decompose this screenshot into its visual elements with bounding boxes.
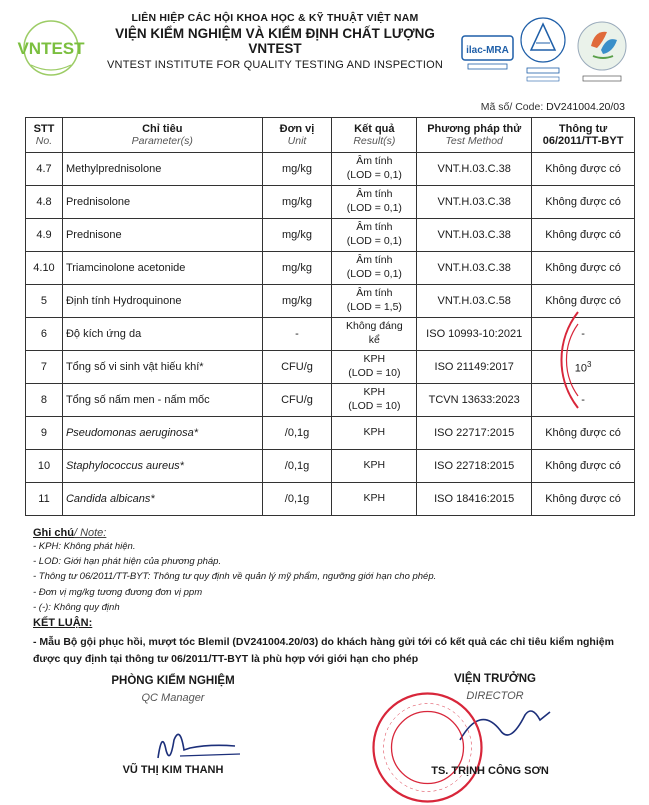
col-header-parameter: Chỉ tiêu Parameter(s) <box>62 118 262 153</box>
director-title: VIỆN TRƯỞNG <box>454 673 536 685</box>
row-parameter: Methylprednisolone <box>62 153 262 186</box>
conclusion-title: KẾT LUẬN: <box>33 617 93 629</box>
note-line: - KPH: Không phát hiện. <box>33 541 136 552</box>
row-result: Âm tính (LOD = 0,1) <box>332 186 417 219</box>
row-parameter: Pseudomonas aeruginosa* <box>62 417 262 450</box>
ilac-text: ilac-MRA <box>466 45 509 56</box>
row-parameter: Prednisolone <box>62 186 262 219</box>
row-no: 7 <box>26 351 63 384</box>
conclusion-text: - Mẫu Bộ gội phục hồi, mượt tóc Blemil (DV241004.20/03) do khách hàng gửi tới có kết quả các chỉ tiêu kiểm nghiệm được quy định tại thông tư 06/2011/TT-BYT là phù hợp với giới hạn cho phép <box>33 636 614 665</box>
col-header-unit: Đơn vị Unit <box>262 118 332 153</box>
row-limit: Không được có <box>532 483 635 516</box>
row-unit: /0,1g <box>262 417 332 450</box>
row-method: ISO 22718:2015 <box>417 450 532 483</box>
row-no: 4.10 <box>26 252 63 285</box>
row-limit: $10^3$ <box>532 351 635 384</box>
col-header-limit: Thông tư 06/2011/TT-BYT <box>532 118 635 153</box>
row-limit: Không được có <box>532 450 635 483</box>
row-unit: mg/kg <box>262 219 332 252</box>
row-method: VNT.H.03.C.58 <box>417 285 532 318</box>
note-line: - Đơn vị mg/kg tương đương đơn vị ppm <box>33 586 203 598</box>
row-no: 8 <box>26 384 63 417</box>
row-parameter: Staphylococcus aureus* <box>62 450 262 483</box>
header <box>0 0 649 95</box>
logo-text: VNTEST <box>17 39 85 58</box>
institute-name-en: VNTEST INSTITUTE FOR QUALITY TESTING AND INSPECTION <box>107 59 443 71</box>
row-unit: mg/kg <box>262 186 332 219</box>
table-row <box>26 450 635 483</box>
row-result: Không đáng kể <box>332 318 417 351</box>
row-parameter: Tổng số nấm men - nấm mốc <box>62 384 262 417</box>
institute-stamp-icon <box>370 690 485 805</box>
row-no: 4.9 <box>26 219 63 252</box>
col-header-result: Kết quả Result(s) <box>332 118 417 153</box>
document-code <box>400 101 625 113</box>
row-no: 9 <box>26 417 63 450</box>
notes-section <box>33 527 633 615</box>
row-result: KPH <box>332 483 417 516</box>
row-parameter: Prednisone <box>62 219 262 252</box>
row-limit: - <box>532 384 635 417</box>
row-limit: Không được có <box>532 285 635 318</box>
table-row <box>26 252 635 285</box>
row-method: VNT.H.03.C.38 <box>417 252 532 285</box>
row-method: VNT.H.03.C.38 <box>417 186 532 219</box>
row-parameter: Độ kích ứng da <box>62 318 262 351</box>
row-unit: mg/kg <box>262 285 332 318</box>
row-method: TCVN 13633:2023 <box>417 384 532 417</box>
qc-signature-icon <box>140 720 260 770</box>
row-method: VNT.H.03.C.38 <box>417 153 532 186</box>
row-result: Âm tính (LOD = 1,5) <box>332 285 417 318</box>
institute-title-block <box>95 12 455 71</box>
row-no: 6 <box>26 318 63 351</box>
note-line: - Thông tư 06/2011/TT-BYT: Thông tư quy định về quản lý mỹ phẩm, ngưỡng giới hạn cho phép. <box>33 571 437 583</box>
federation-name: LIÊN HIỆP CÁC HỘI KHOA HỌC & KỸ THUẬT VIỆT NAM <box>131 12 419 24</box>
row-parameter: Định tính Hydroquinone <box>62 285 262 318</box>
table-row <box>26 219 635 252</box>
director-title-en: DIRECTOR <box>466 690 524 702</box>
table-row <box>26 417 635 450</box>
note-line: - (-): Không quy định <box>33 601 120 613</box>
row-method: ISO 21149:2017 <box>417 351 532 384</box>
qc-dept-title-en: QC Manager <box>141 692 205 704</box>
row-limit: Không được có <box>532 417 635 450</box>
row-unit: mg/kg <box>262 153 332 186</box>
row-result: KPH <box>332 417 417 450</box>
row-unit: - <box>262 318 332 351</box>
row-no: 4.8 <box>26 186 63 219</box>
row-method: ISO 18416:2015 <box>417 483 532 516</box>
note-line: - LOD: Giới hạn phát hiện của phương pháp. <box>33 556 222 568</box>
row-result: Âm tính (LOD = 0,1) <box>332 219 417 252</box>
row-result: KPH <box>332 450 417 483</box>
notes-title: Ghi chú <box>33 527 74 539</box>
row-result: KPH (LOD = 10) <box>332 351 417 384</box>
accreditation-logo-icon <box>519 14 567 88</box>
row-no: 5 <box>26 285 63 318</box>
row-limit: Không được có <box>532 153 635 186</box>
row-unit: CFU/g <box>262 351 332 384</box>
row-unit: /0,1g <box>262 450 332 483</box>
qc-dept-title: PHÒNG KIỂM NGHIỆM <box>111 675 235 687</box>
row-no: 4.7 <box>26 153 63 186</box>
page-seal-stamp-icon <box>498 310 583 410</box>
row-no: 10 <box>26 450 63 483</box>
qc-manager-name: VŨ THỊ KIM THANH <box>122 764 224 776</box>
row-unit: /0,1g <box>262 483 332 516</box>
table-row <box>26 153 635 186</box>
row-result: Âm tính (LOD = 0,1) <box>332 153 417 186</box>
row-parameter: Triamcinolone acetonide <box>62 252 262 285</box>
vntest-logo-icon <box>6 20 96 80</box>
col-header-method: Phương pháp thử Test Method <box>417 118 532 153</box>
institute-name-vi: VIỆN KIỂM NGHIỆM VÀ KIỂM ĐỊNH CHẤT LƯỢNG VNTEST <box>115 26 435 56</box>
row-limit: Không được có <box>532 252 635 285</box>
table-header-row <box>26 118 635 153</box>
row-no: 11 <box>26 483 63 516</box>
code-value: DV241004.20/03 <box>546 101 625 113</box>
row-limit: Không được có <box>532 186 635 219</box>
table-row <box>26 186 635 219</box>
col-header-no: STT No. <box>26 118 63 153</box>
row-result: KPH (LOD = 10) <box>332 384 417 417</box>
row-parameter: Tổng số vi sinh vật hiếu khí* <box>62 351 262 384</box>
certification-logo-icon <box>567 16 637 90</box>
row-result: Âm tính (LOD = 0,1) <box>332 252 417 285</box>
table-row <box>26 483 635 516</box>
row-method: ISO 22717:2015 <box>417 417 532 450</box>
row-method: VNT.H.03.C.38 <box>417 219 532 252</box>
row-method: ISO 10993-10:2021 <box>417 318 532 351</box>
code-label: Mã số/ Code: <box>480 101 544 113</box>
row-limit: Không được có <box>532 219 635 252</box>
notes-title-en: / Note: <box>73 527 107 539</box>
row-unit: mg/kg <box>262 252 332 285</box>
row-limit: - <box>532 318 635 351</box>
director-name: TS. TRỊNH CÔNG SƠN <box>431 765 549 777</box>
ilac-mra-logo-icon <box>460 28 515 76</box>
row-parameter: Candida albicans* <box>62 483 262 516</box>
row-unit: CFU/g <box>262 384 332 417</box>
